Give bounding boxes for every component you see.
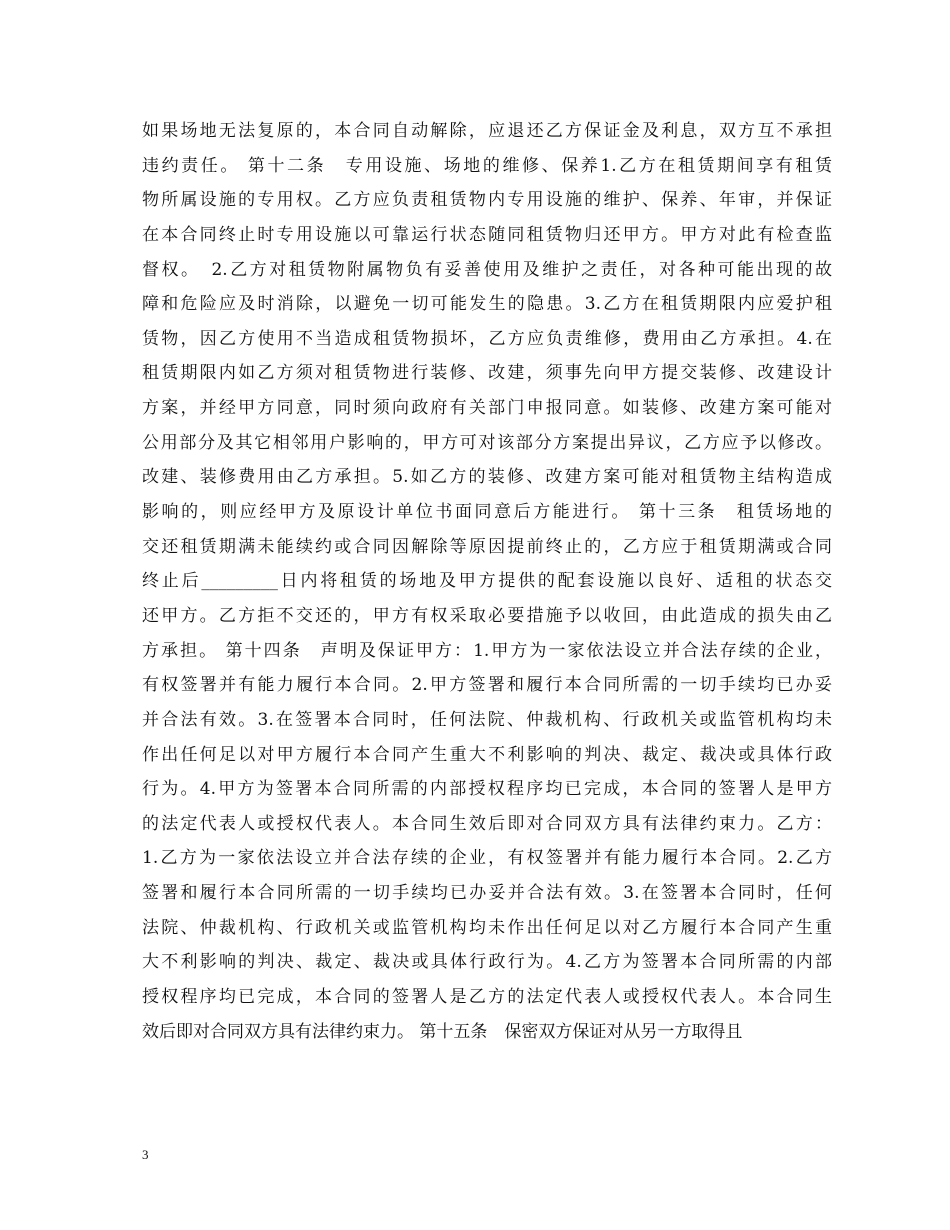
text-line: 物所属设施的专用权。乙方应负责租赁物内专用设施的维护、保养、年审，并保证	[142, 190, 832, 211]
text-line: 大不利影响的判决、裁定、裁决或具体行政行为。4.乙方为签署本合同所需的内部	[142, 952, 832, 973]
text-line: 还甲方。乙方拒不交还的，甲方有权采取必要措施予以收回，由此造成的损失由乙	[142, 605, 832, 626]
text-line: 方承担。 第十四条 声明及保证甲方：1.甲方为一家依法设立并合法存续的企业，	[142, 640, 832, 661]
text-line: 行为。4.甲方为签署本合同所需的内部授权程序均已完成，本合同的签署人是甲方	[142, 779, 832, 800]
text-line: 法院、仲裁机构、行政机关或监管机构均未作出任何足以对乙方履行本合同产生重	[142, 917, 832, 938]
text-line: 作出任何足以对甲方履行本合同产生重大不利影响的判决、裁定、裁决或具体行政	[142, 744, 832, 765]
text-line: 如果场地无法复原的，本合同自动解除，应退还乙方保证金及利息，双方互不承担	[142, 121, 832, 141]
text-line: 的法定代表人或授权代表人。本合同生效后即对合同双方具有法律约束力。乙方：	[142, 813, 832, 834]
text-line: 督权。 2.乙方对租赁物附属物负有妥善使用及维护之责任，对各种可能出现的故	[142, 259, 832, 280]
text-line: 1.乙方为一家依法设立并合法存续的企业，有权签署并有能力履行本合同。2.乙方	[142, 848, 832, 869]
text-line: 签署和履行本合同所需的一切手续均已办妥并合法有效。3.在签署本合同时，任何	[142, 883, 832, 904]
text-line: 并合法有效。3.在签署本合同时，任何法院、仲裁机构、行政机关或监管机构均未	[142, 709, 832, 730]
text-line: 影响的，则应经甲方及原设计单位书面同意后方能进行。 第十三条 租赁场地的	[142, 502, 832, 523]
text-line: 交还租赁期满未能续约或合同因解除等原因提前终止的，乙方应于租赁期满或合同	[142, 536, 832, 557]
contract-body-text	[142, 114, 832, 1049]
text-line: 障和危险应及时消除，以避免一切可能发生的隐患。3.乙方在租赁期限内应爱护租	[142, 294, 832, 315]
text-line: 赁物，因乙方使用不当造成租赁物损坏，乙方应负责维修，费用由乙方承担。4.在	[142, 328, 832, 349]
text-line: 授权程序均已完成，本合同的签署人是乙方的法定代表人或授权代表人。本合同生	[142, 987, 832, 1008]
text-line: 效后即对合同双方具有法律约束力。 第十五条 保密双方保证对从另一方取得且	[142, 1021, 743, 1042]
text-line: 违约责任。 第十二条 专用设施、场地的维修、保养1.乙方在租赁期间享有租赁	[142, 155, 832, 176]
page-number: 3	[142, 1147, 149, 1162]
text-line: 租赁期限内如乙方须对租赁物进行装修、改建，须事先向甲方提交装修、改建设计	[142, 363, 832, 384]
text-line: 改建、装修费用由乙方承担。5.如乙方的装修、改建方案可能对租赁物主结构造成	[142, 467, 832, 488]
text-line: 方案，并经甲方同意，同时须向政府有关部门申报同意。如装修、改建方案可能对	[142, 398, 832, 419]
text-line: 公用部分及其它相邻用户影响的，甲方可对该部分方案提出异议，乙方应予以修改。	[142, 432, 832, 453]
text-line: 有权签署并有能力履行本合同。2.甲方签署和履行本合同所需的一切手续均已办妥	[142, 675, 832, 696]
text-line: 终止后_________日内将租赁的场地及甲方提供的配套设施以良好、适租的状态交	[142, 571, 832, 592]
text-line: 在本合同终止时专用设施以可靠运行状态随同租赁物归还甲方。甲方对此有检查监	[142, 224, 832, 245]
